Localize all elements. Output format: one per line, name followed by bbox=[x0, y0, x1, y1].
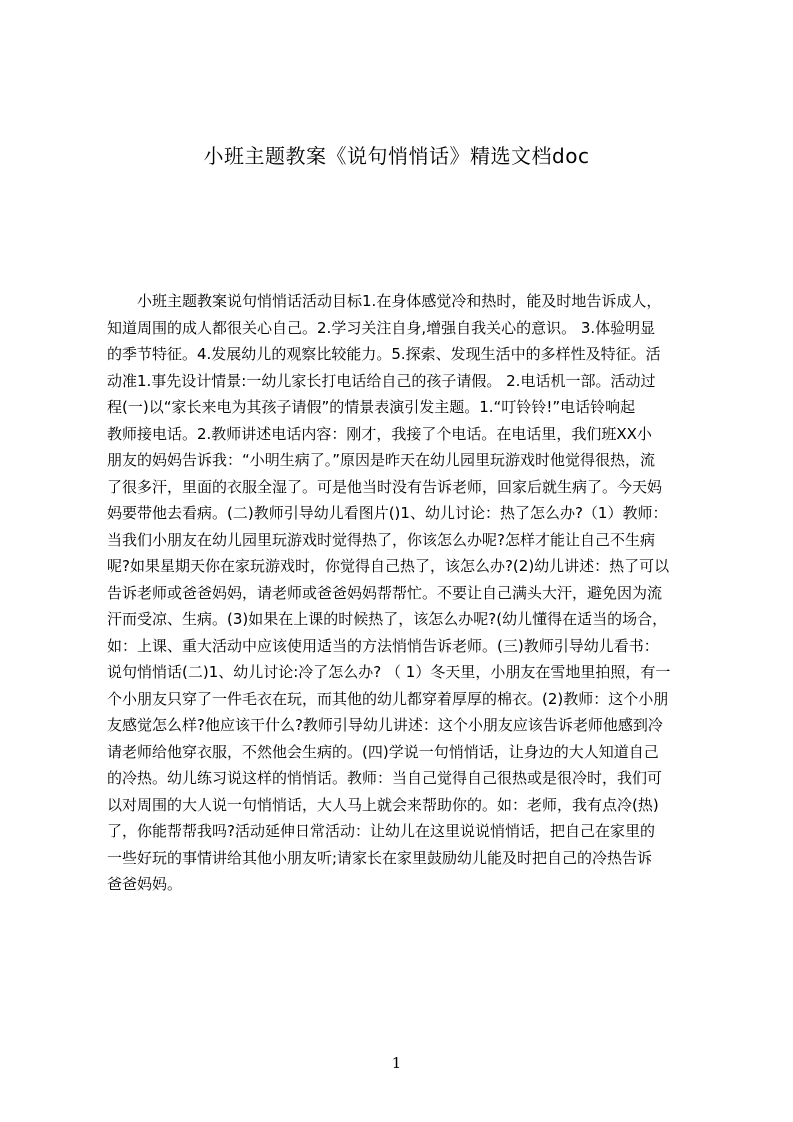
body-line: 说句悄悄话(二)1、幼儿讨论:冷了怎么办? （ 1）冬天里，小朋友在雪地里拍照，有一 bbox=[107, 663, 671, 681]
body-line: 程(一)以“家长来电为其孩子请假”的情景表演引发主题。1.“叮铃铃!”电话铃响起 bbox=[107, 398, 636, 416]
body-line: 以对周围的大人说一句悄悄话，大人马上就会来帮助你的。如：老师，我有点冷(热) bbox=[107, 795, 659, 814]
document-title: 小班主题教案《说句悄悄话》精选文档doc bbox=[203, 144, 590, 168]
body-line: 一些好玩的事情讲给其他小朋友听;请家长在家里鼓励幼儿能及时把自己的冷热告诉 bbox=[107, 848, 653, 867]
body-line: 动准1.事先设计情景:一幼儿家长打电话给自己的孩子请假。 2.电话机一部。活动过 bbox=[107, 371, 656, 390]
body-line: 请老师给他穿衣服，不然他会生病的。(四)学说一句悄悄话，让身边的大人知道自己 bbox=[107, 742, 659, 761]
body-line: 呢?如果星期天你在家玩游戏时，你觉得自己热了，该怎么办?(2)幼儿讲述：热了可以 bbox=[107, 557, 670, 575]
body-line: 爸爸妈妈。 bbox=[107, 875, 183, 893]
body-line: 的冷热。幼儿练习说这样的悄悄话。教师：当自己觉得自己很热或是很冷时，我们可 bbox=[107, 769, 663, 787]
document-body bbox=[107, 288, 697, 908]
body-line: 小班主题教案说句悄悄话活动目标1.在身体感觉冷和热时，能及时地告诉成人， bbox=[107, 292, 662, 310]
page-number: 1 bbox=[391, 1054, 402, 1072]
body-line: 妈要带他去看病。(二)教师引导幼儿看图片()1、幼儿讨论：热了怎么办?（1）教师： bbox=[107, 504, 668, 522]
body-line: 个小朋友只穿了一件毛衣在玩，而其他的幼儿都穿着厚厚的棉衣。(2)教师：这个小朋 bbox=[107, 689, 669, 708]
body-line: 友感觉怎么样?他应该干什么?教师引导幼儿讲述：这个小朋友应该告诉老师他感到冷 bbox=[107, 716, 663, 734]
body-line: 的季节特征。4.发展幼儿的观察比较能力。5.探索、发现生活中的多样性及特征。活 bbox=[107, 345, 661, 363]
body-line: 如：上课、重大活动中应该使用适当的方法悄悄告诉老师。(三)教师引导幼儿看书： bbox=[107, 636, 659, 655]
body-line: 知道周围的成人都很关心自己。2.学习关注自身,增强自我关心的意识。 3.体验明显 bbox=[107, 318, 656, 337]
body-line: 朋友的妈妈告诉我：“小明生病了。”原因是昨天在幼儿园里玩游戏时他觉得很热，流 bbox=[107, 451, 656, 469]
body-line: 了很多汗，里面的衣服全湿了。可是他当时没有告诉老师，回家后就生病了。今天妈 bbox=[107, 477, 663, 496]
body-line: 汗而受凉、生病。(3)如果在上课的时候热了，该怎么办呢?(幼儿懂得在适当的场合， bbox=[107, 610, 668, 628]
body-line: 了，你能帮帮我吗?活动延伸日常活动：让幼儿在这里说说悄悄话，把自己在家里的 bbox=[107, 822, 655, 840]
body-line: 教师接电话。2.教师讲述电话内容：刚才，我接了个电话。在电话里，我们班XX小 bbox=[107, 424, 652, 443]
body-line: 告诉老师或爸爸妈妈，请老师或爸爸妈妈帮帮忙。不要让自己满头大汗，避免因为流 bbox=[107, 583, 663, 602]
body-line: 当我们小朋友在幼儿园里玩游戏时觉得热了，你该怎么办呢?怎样才能让自己不生病 bbox=[107, 530, 655, 549]
